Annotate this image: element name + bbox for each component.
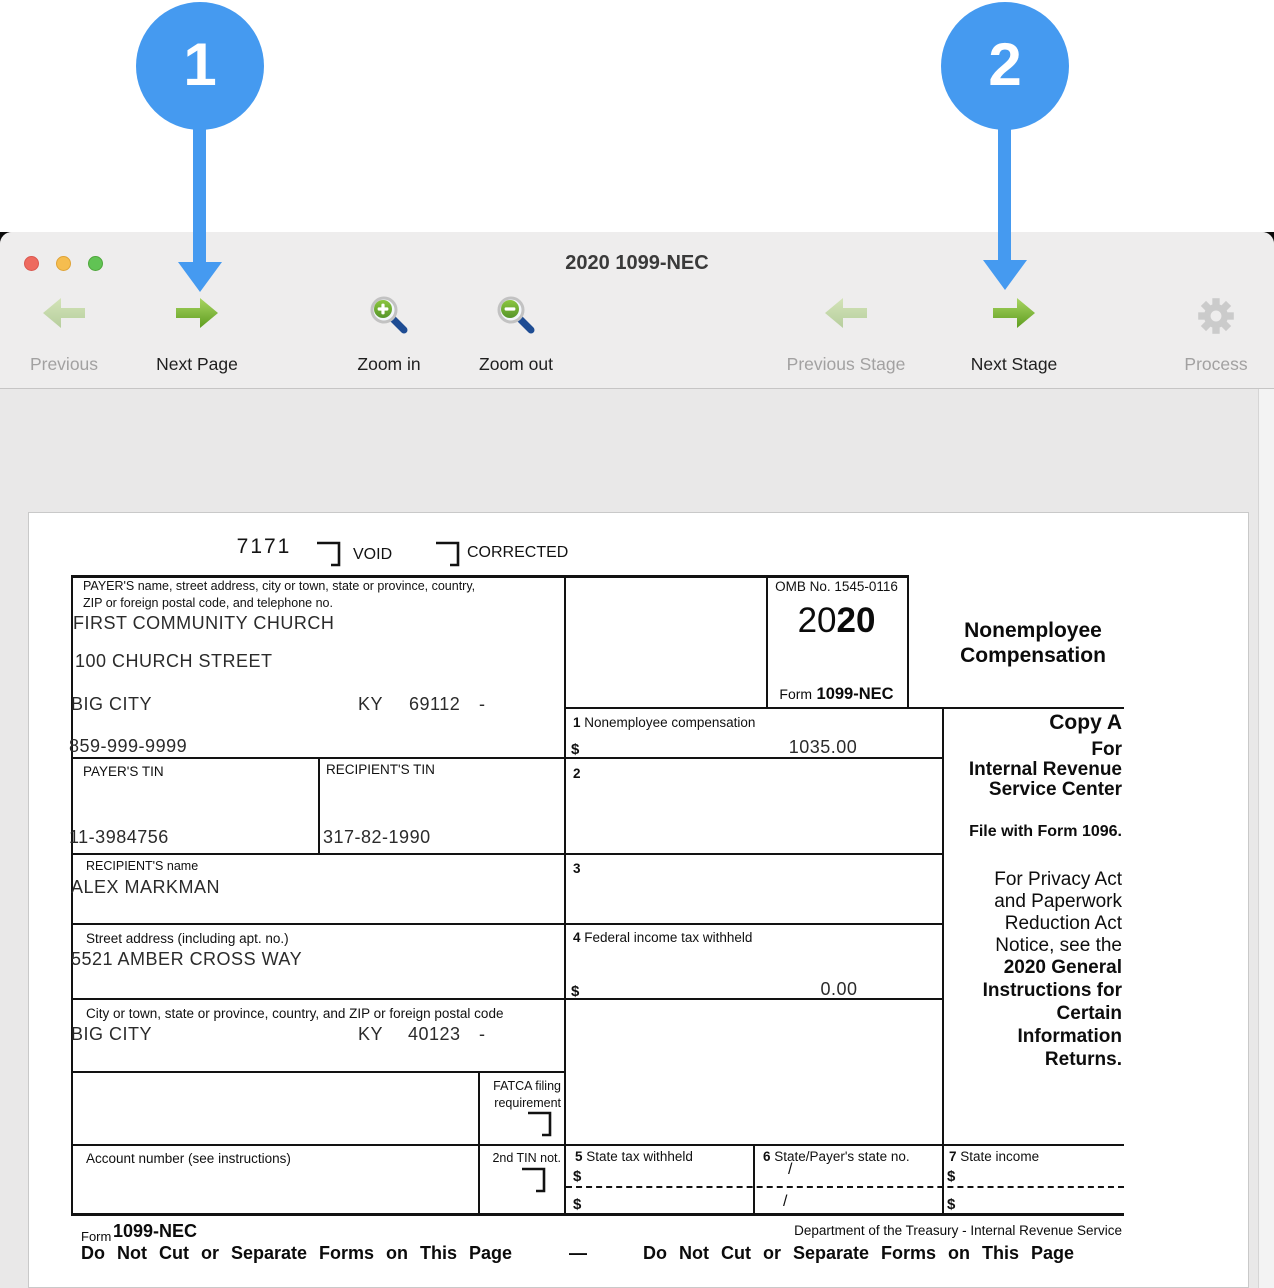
process-label: Process [1184,354,1248,374]
privacy-note: For Privacy Act [994,869,1122,890]
fatca-checkbox[interactable] [527,1111,553,1137]
payer-zip-dash: - [479,694,486,714]
next-stage-button[interactable] [954,294,1074,382]
previous-stage-button[interactable] [771,294,921,382]
form-border-line [753,1144,755,1216]
zoom-out-button[interactable] [466,294,566,382]
box2-number: 2 [573,766,581,781]
copy-a-note: Copy A [1049,711,1122,734]
arrow-right-icon [142,294,252,344]
box5-label: 5 State tax withheld [575,1149,693,1164]
box4-number: 4 [573,930,581,945]
form-border-line [71,923,942,925]
previous-page-label: Previous [29,354,99,374]
void-checkbox[interactable] [316,541,342,567]
tax-year-prefix: 20 [797,601,837,640]
form-border-line [71,575,907,578]
omb-form-number [766,685,907,704]
payer-zip-value[interactable]: 69112 [409,694,461,714]
magnifier-plus-icon [344,294,434,344]
arrow-left-icon [771,294,921,344]
box4-label-text: Federal income tax withheld [584,930,753,945]
instructions-note: Returns. [1044,1049,1122,1070]
privacy-note: Notice, see the [995,935,1122,956]
payer-street-value[interactable]: 100 CHURCH STREET [75,651,273,671]
box4-label [573,930,752,945]
box7-label: 7 State income [949,1149,1040,1164]
box6-label: 6 State/Payer's state no. [763,1149,910,1164]
callout-1-arrowhead [178,262,222,292]
magnifier-minus-icon [466,294,566,344]
recipient-city-value[interactable]: BIG CITY [71,1024,153,1044]
privacy-note: and Paperwork [994,891,1122,912]
box6-slash-2: / [783,1193,788,1210]
payer-label-line2: ZIP or foreign postal code, and telephone no. [83,596,333,610]
state-amount-dashed-line [566,1186,1124,1188]
callout-2-arrowhead [983,260,1027,290]
previous-page-button[interactable] [18,294,110,382]
footer-dash: — [569,1243,587,1263]
next-page-button[interactable] [142,294,252,382]
payer-name-value[interactable]: FIRST COMMUNITY CHURCH [73,613,335,633]
recipient-city-label: City or town, state or province, country, and ZIP or foreign postal code [86,1006,504,1021]
second-tin-checkbox[interactable] [521,1167,547,1193]
form-word: Form [779,686,813,702]
form-code: 7171 [236,535,292,558]
second-tin-label: 2nd TIN not. [492,1151,561,1165]
app-window [0,232,1274,1288]
box5-dollar-sign-2: $ [573,1196,582,1213]
void-label: VOID [353,546,393,563]
form-border-line [478,1071,480,1216]
zoom-in-button[interactable] [344,294,434,382]
box5-dollar-sign-1: $ [573,1168,582,1185]
box6-slash-1: / [788,1161,793,1178]
fatca-label-line1: FATCA filing [493,1079,561,1093]
recipient-name-label: RECIPIENT'S name [86,859,199,873]
instructions-note: Instructions for [982,980,1122,1001]
box1-number: 1 [573,715,581,730]
instructions-note: 2020 General [1003,957,1122,978]
box7-dollar-sign-1: $ [947,1168,956,1185]
recipient-state-value[interactable]: KY [358,1024,384,1044]
next-stage-label: Next Stage [970,354,1058,374]
form-border-line [71,1144,1124,1146]
box4-value[interactable]: 0.00 [820,979,858,999]
zoom-out-label: Zoom out [479,354,553,374]
recipient-name-value[interactable]: ALEX MARKMAN [71,877,221,897]
copy-note: For [1091,739,1122,760]
corrected-label: CORRECTED [467,544,569,561]
corrected-checkbox[interactable] [435,541,461,567]
box1-dollar-sign: $ [571,741,580,758]
recipient-street-label: Street address (including apt. no.) [86,931,289,946]
payer-city-value[interactable]: BIG CITY [71,694,153,714]
form-border-line [907,575,909,707]
payer-label-line1: PAYER'S name, street address, city or town, state or province, country, [83,579,476,593]
callout-2-stem [998,126,1011,260]
zoom-in-label: Zoom in [357,354,421,374]
instructions-note: Information [1017,1026,1122,1047]
form-page [28,512,1249,1288]
privacy-note: Reduction Act [1004,913,1122,934]
copy-note: Service Center [988,779,1122,800]
process-button[interactable] [1166,294,1266,382]
payer-state-value[interactable]: KY [358,694,384,714]
footer-form-word: Form [81,1229,112,1244]
box1-label-text: Nonemployee compensation [584,715,756,730]
callout-1-badge: 1 [136,2,264,130]
form-border-line [71,1071,564,1073]
gear-icon [1166,294,1266,344]
recipient-zip-value[interactable]: 40123 [408,1024,461,1044]
account-number-label: Account number (see instructions) [86,1151,291,1166]
callout-2-badge: 2 [941,2,1069,130]
form-border-line [564,575,566,1216]
form-border-line [564,707,1124,709]
file-with-note: File with Form 1096. [969,823,1122,840]
previous-stage-label: Previous Stage [786,354,906,374]
footer-do-not-cut-right: Do Not Cut or Separate Forms on This Page [643,1243,1075,1263]
fatca-label-line2: requirement [494,1096,561,1110]
payer-tin-label: PAYER'S TIN [83,764,164,779]
payer-tin-value[interactable]: 11-3984756 [69,827,169,847]
recipient-street-value[interactable]: 5521 AMBER CROSS WAY [71,949,303,969]
form-title-line2: Compensation [960,644,1106,667]
box1-label [573,715,755,730]
tax-year-suffix: 20 [836,601,876,640]
instructions-note: Certain [1056,1003,1122,1024]
copy-note: Internal Revenue [968,759,1122,780]
footer-form-number: 1099-NEC [113,1221,198,1241]
form-title-line1: Nonemployee [964,619,1102,642]
window-chrome [0,232,1274,389]
recipient-tin-label: RECIPIENT'S TIN [326,762,435,777]
omb-number: OMB No. 1545-0116 [775,579,898,594]
form-border-line [942,707,944,1216]
form-border-line [318,757,320,853]
callout-1-stem [193,126,206,262]
payer-phone-value[interactable]: 859-999-9999 [69,736,188,756]
footer-department: Department of the Treasury - Internal Revenue Service [794,1223,1122,1238]
box1-value[interactable]: 1035.00 [788,737,858,757]
form-border-line [71,853,942,855]
arrow-right-icon [954,294,1074,344]
recipient-zip-dash: - [479,1024,486,1044]
next-page-label: Next Page [156,354,238,374]
recipient-tin-value[interactable]: 317-82-1990 [323,827,431,847]
scrollbar-track[interactable] [1258,389,1274,1288]
tax-year [766,601,907,641]
box7-dollar-sign-2: $ [947,1196,956,1213]
footer-do-not-cut-left: Do Not Cut or Separate Forms on This Page [81,1243,513,1263]
arrow-left-icon [18,294,110,344]
form-number: 1099-NEC [816,685,894,703]
box4-dollar-sign: $ [571,983,580,1000]
window-title: 2020 1099-NEC [565,252,709,274]
box3-number: 3 [573,861,581,876]
form-border-line [71,1213,1124,1216]
